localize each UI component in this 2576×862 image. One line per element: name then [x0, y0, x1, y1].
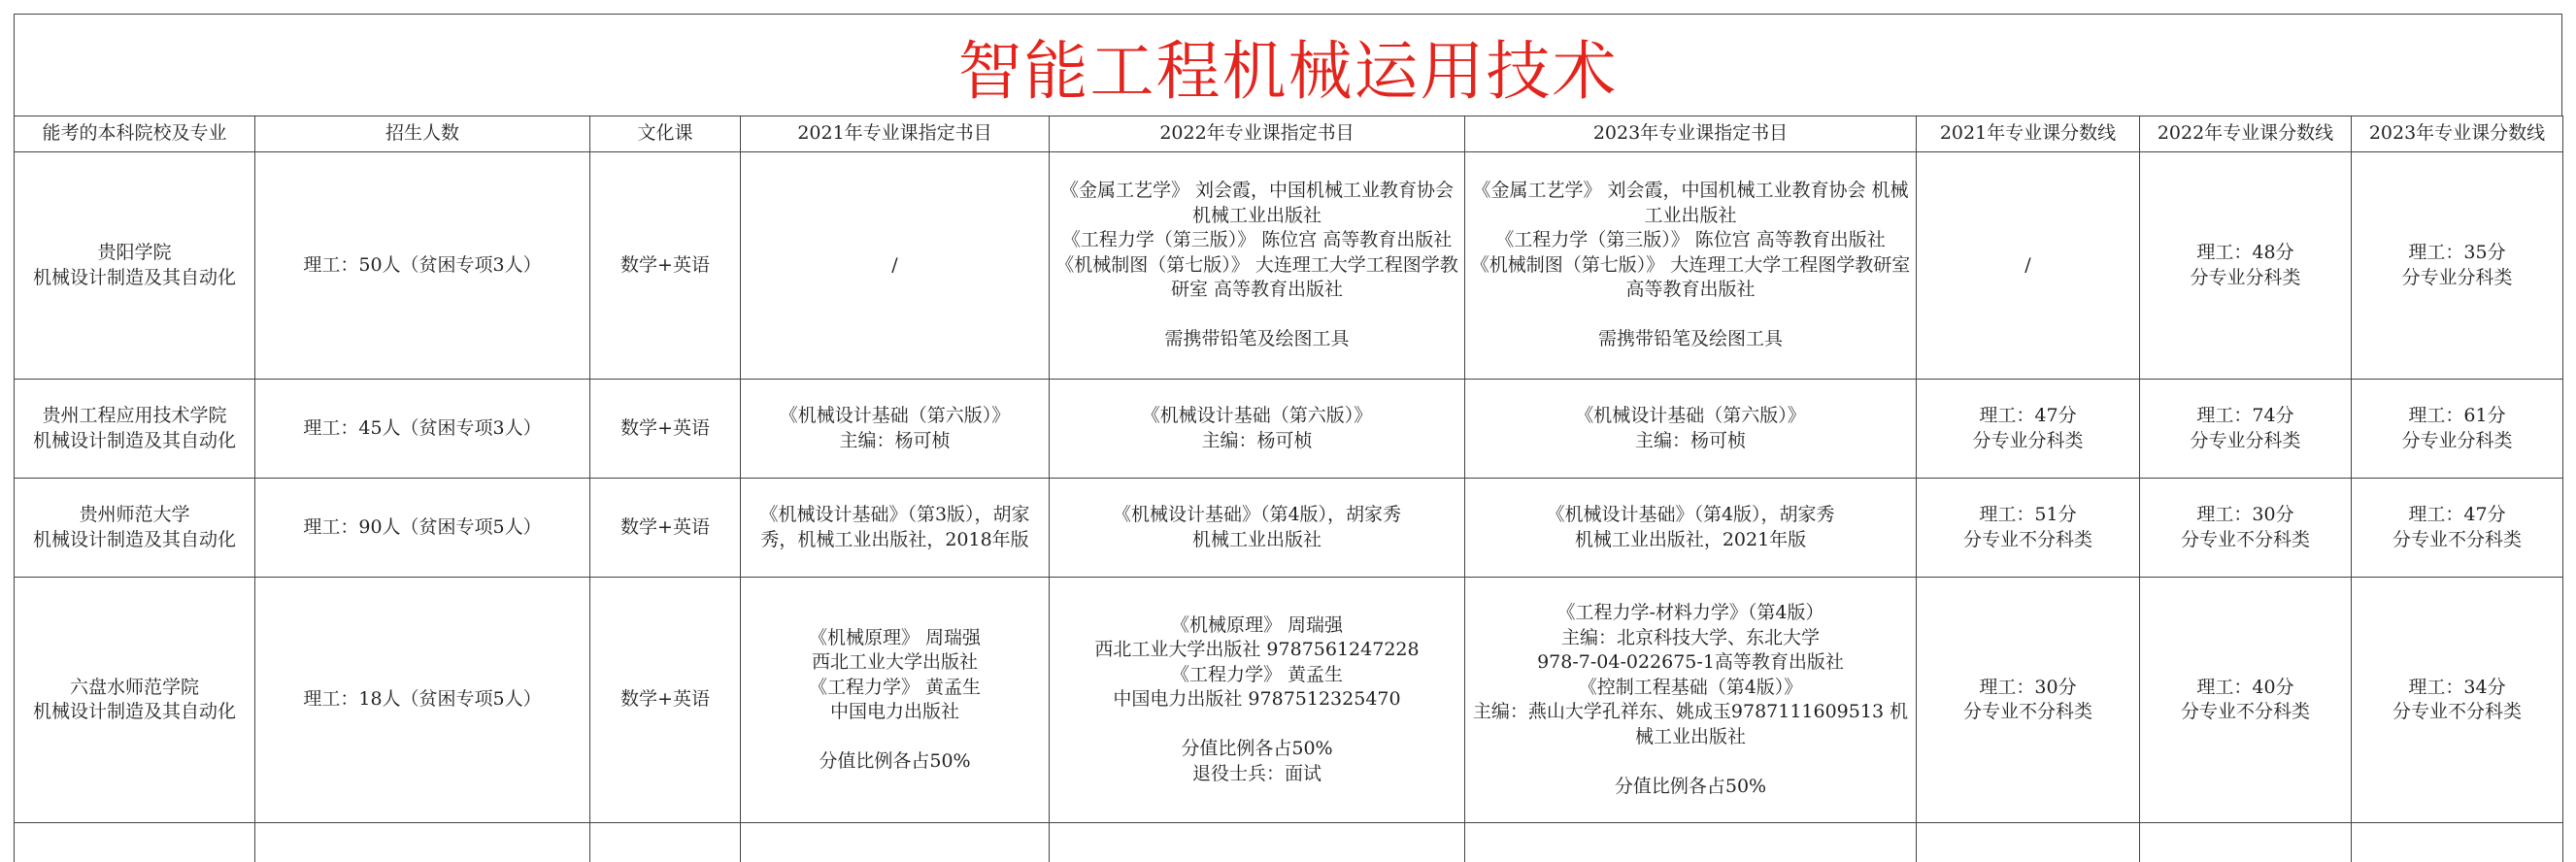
header-books-2021: 2021年专业课指定书目 — [741, 116, 1050, 152]
cell-culture: 数学+英语 — [590, 380, 741, 479]
cell-books-2022: 《金属工艺学》 刘会霞，中国机械工业教育协会 机械工业出版社 《工程力学（第三版）》 陈位宫 高等教育出版社 《机械制图（第七版）》 大连理工大学工程图学教研室 高等教育出版社 需携带铅笔及绘图工具 — [1050, 152, 1465, 380]
cell-books-2023: 《机械设计基础（第六版）》 主编：杨可桢 — [1465, 380, 1917, 479]
cell-score-2022: 理工：74分 分专业分科类 — [2140, 380, 2352, 479]
cell-enroll: 理工：90人（贫困专项5人） — [255, 479, 590, 578]
cell-score-2021: 理工：47分 分专业分科类 — [1917, 380, 2140, 479]
admission-table — [14, 116, 2563, 862]
cell-books-2023: 《工程力学-材料力学》（第4版） 主编：北京科技大学、东北大学 978-7-04-022675-1高等教育出版社 《控制工程基础（第4版）》 主编：燕山大学孔祥东、姚成玉9787111609513 机械工业出版社 分值比例各占50% — [1465, 578, 1917, 823]
cell-score-2021: 理工：30分 分专业不分科类 — [1917, 578, 2140, 823]
cell-culture: 数学+英语 — [590, 578, 741, 823]
cell-empty — [2352, 823, 2563, 862]
cell-empty — [1917, 823, 2140, 862]
table-header-row — [15, 116, 2563, 152]
header-school: 能考的本科院校及专业 — [15, 116, 255, 152]
cell-books-2021: / — [741, 152, 1050, 380]
cell-school: 六盘水师范学院 机械设计制造及其自动化 — [15, 578, 255, 823]
cell-empty — [15, 823, 255, 862]
cell-empty — [255, 823, 590, 862]
cell-culture: 数学+英语 — [590, 152, 741, 380]
cell-school: 贵州师范大学 机械设计制造及其自动化 — [15, 479, 255, 578]
header-score-2023: 2023年专业课分数线 — [2352, 116, 2563, 152]
cell-empty — [741, 823, 1050, 862]
cell-books-2023: 《金属工艺学》 刘会霞，中国机械工业教育协会 机械工业出版社 《工程力学（第三版）》 陈位宫 高等教育出版社 《机械制图（第七版）》 大连理工大学工程图学教研室 高等教育出版社 需携带铅笔及绘图工具 — [1465, 152, 1917, 380]
cell-score-2022: 理工：30分 分专业不分科类 — [2140, 479, 2352, 578]
cell-score-2022: 理工：48分 分专业分科类 — [2140, 152, 2352, 380]
cell-score-2021: / — [1917, 152, 2140, 380]
header-books-2022: 2022年专业课指定书目 — [1050, 116, 1465, 152]
page-title: 智能工程机械运用技术 — [14, 14, 2562, 116]
cell-school: 贵州工程应用技术学院 机械设计制造及其自动化 — [15, 380, 255, 479]
header-score-2021: 2021年专业课分数线 — [1917, 116, 2140, 152]
cell-empty — [1465, 823, 1917, 862]
cell-books-2021: 《机械原理》 周瑞强 西北工业大学出版社 《工程力学》 黄孟生 中国电力出版社 分值比例各占50% — [741, 578, 1050, 823]
document-sheet — [14, 14, 2562, 862]
header-enroll: 招生人数 — [255, 116, 590, 152]
cell-score-2023: 理工：34分 分专业不分科类 — [2352, 578, 2563, 823]
cell-score-2023: 理工：61分 分专业分科类 — [2352, 380, 2563, 479]
cell-school: 贵阳学院 机械设计制造及其自动化 — [15, 152, 255, 380]
cell-books-2021: 《机械设计基础》（第3版），胡家秀，机械工业出版社，2018年版 — [741, 479, 1050, 578]
table-row — [15, 152, 2563, 380]
cell-books-2022: 《机械设计基础》（第4版），胡家秀 机械工业出版社 — [1050, 479, 1465, 578]
cell-score-2022: 理工：40分 分专业不分科类 — [2140, 578, 2352, 823]
cell-enroll: 理工：45人（贫困专项3人） — [255, 380, 590, 479]
cell-empty — [1050, 823, 1465, 862]
table-row-partial — [15, 823, 2563, 862]
cell-enroll: 理工：50人（贫困专项3人） — [255, 152, 590, 380]
cell-enroll: 理工：18人（贫困专项5人） — [255, 578, 590, 823]
cell-books-2022: 《机械原理》 周瑞强 西北工业大学出版社 9787561247228 《工程力学》 黄孟生 中国电力出版社 9787512325470 分值比例各占50% 退役士兵：面试 — [1050, 578, 1465, 823]
cell-score-2023: 理工：47分 分专业不分科类 — [2352, 479, 2563, 578]
table-row — [15, 578, 2563, 823]
cell-score-2023: 理工：35分 分专业分科类 — [2352, 152, 2563, 380]
cell-books-2021: 《机械设计基础（第六版）》 主编：杨可桢 — [741, 380, 1050, 479]
cell-empty — [590, 823, 741, 862]
table-row — [15, 479, 2563, 578]
cell-books-2023: 《机械设计基础》（第4版），胡家秀 机械工业出版社，2021年版 — [1465, 479, 1917, 578]
header-score-2022: 2022年专业课分数线 — [2140, 116, 2352, 152]
header-culture: 文化课 — [590, 116, 741, 152]
header-books-2023: 2023年专业课指定书目 — [1465, 116, 1917, 152]
cell-books-2022: 《机械设计基础（第六版）》 主编：杨可桢 — [1050, 380, 1465, 479]
cell-empty — [2140, 823, 2352, 862]
table-row — [15, 380, 2563, 479]
cell-culture: 数学+英语 — [590, 479, 741, 578]
cell-score-2021: 理工：51分 分专业不分科类 — [1917, 479, 2140, 578]
